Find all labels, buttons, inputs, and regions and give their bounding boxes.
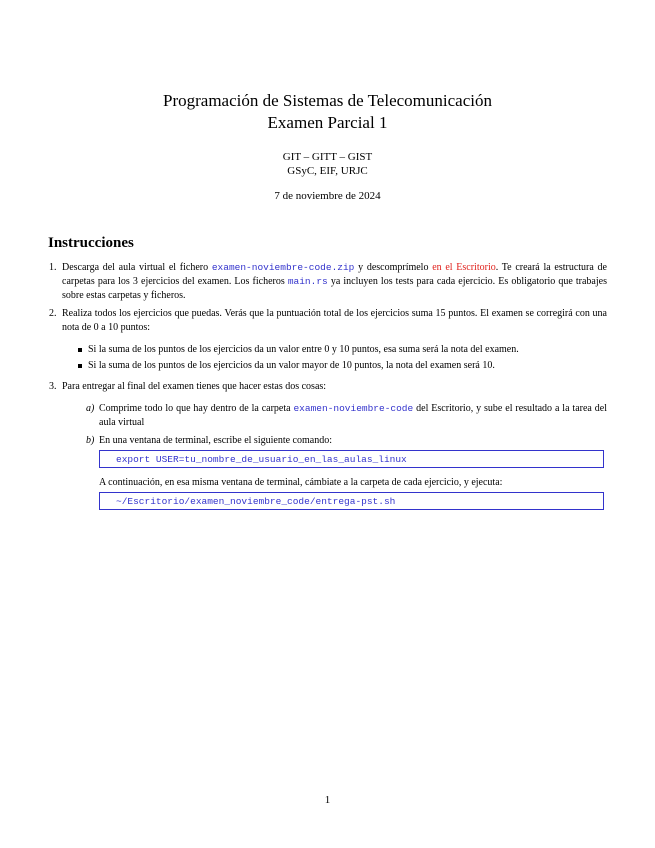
- desktop-highlight: en el Escritorio: [432, 262, 496, 273]
- zip-filename: examen-noviembre-code.zip: [211, 262, 355, 273]
- list-item: [88, 359, 608, 373]
- instruction-item-1: [49, 261, 607, 303]
- section-heading: Instrucciones: [48, 235, 134, 251]
- bullet-text: Si la suma de los puntos de los ejercicios da un valor entre 0 y 10 puntos, esa suma será la nota del examen.: [88, 344, 519, 355]
- document-title: Programación de Sistemas de Telecomunicación: [163, 91, 492, 110]
- instruction-item-3: [49, 380, 607, 394]
- sub-item-a: [86, 402, 607, 430]
- continuation-paragraph: [99, 476, 607, 490]
- sub-item-text: del Escritorio, y sube el resultado a la tarea del aula virtual: [99, 403, 607, 428]
- list-item: [88, 343, 608, 357]
- sub-item-b: [86, 434, 607, 448]
- item-text: Descarga del aula virtual el fichero: [62, 262, 212, 273]
- export-command: export USER=tu_nombre_de_usuario_en_las_aulas_linux: [116, 454, 407, 465]
- bullet-icon: [78, 348, 82, 352]
- degrees-line: GIT – GITT – GIST: [282, 151, 373, 163]
- sub-item-label: a): [86, 403, 95, 414]
- main-rs-filename: main.rs: [287, 276, 328, 287]
- institution-line: GSyC, EIF, URJC: [287, 165, 368, 177]
- continuation-text: A continuación, en esa misma ventana de terminal, cámbiate a la carpeta de cada ejercicio, y ejecuta:: [99, 477, 503, 488]
- export-command-box: [99, 450, 604, 468]
- submit-command-box: [99, 492, 604, 510]
- item-number: 3.: [49, 381, 57, 392]
- instruction-item-2: [49, 307, 607, 335]
- submit-command: ~/Escritorio/examen_noviembre_code/entrega-pst.sh: [116, 496, 396, 507]
- date-line: 7 de noviembre de 2024: [274, 190, 381, 202]
- item-text: ya incluyen los tests para cada ejercicio. Es obligatorio que trabajes sobre estas carpetas y ficheros.: [62, 276, 607, 301]
- sub-item-text: Comprime todo lo que hay dentro de la carpeta: [99, 403, 294, 414]
- folder-name: examen-noviembre-code: [293, 403, 414, 414]
- bullet-text: Si la suma de los puntos de los ejercicios da un valor mayor de 10 puntos, la nota del examen será 10.: [88, 360, 495, 371]
- item-text: y descomprímelo: [354, 262, 433, 273]
- sub-item-label: b): [86, 435, 95, 446]
- item-number: 1.: [49, 262, 57, 273]
- item-text: Realiza todos los ejercicios que puedas. Verás que la puntuación total de los ejercicios suma 15 puntos. El examen se corregirá con una nota de 0 a 10 puntos:: [62, 308, 607, 333]
- document-subtitle: Examen Parcial 1: [267, 113, 388, 132]
- page-number: 1: [324, 794, 331, 806]
- item-number: 2.: [49, 308, 57, 319]
- item-text: Para entregar al final del examen tienes que hacer estas dos cosas:: [62, 381, 327, 392]
- sub-item-text: En una ventana de terminal, escribe el siguiente comando:: [99, 435, 332, 446]
- item-text: . Te creará la estructura de carpetas para los 3 ejercicios del examen. Los ficheros: [62, 262, 607, 287]
- bullet-icon: [78, 364, 82, 368]
